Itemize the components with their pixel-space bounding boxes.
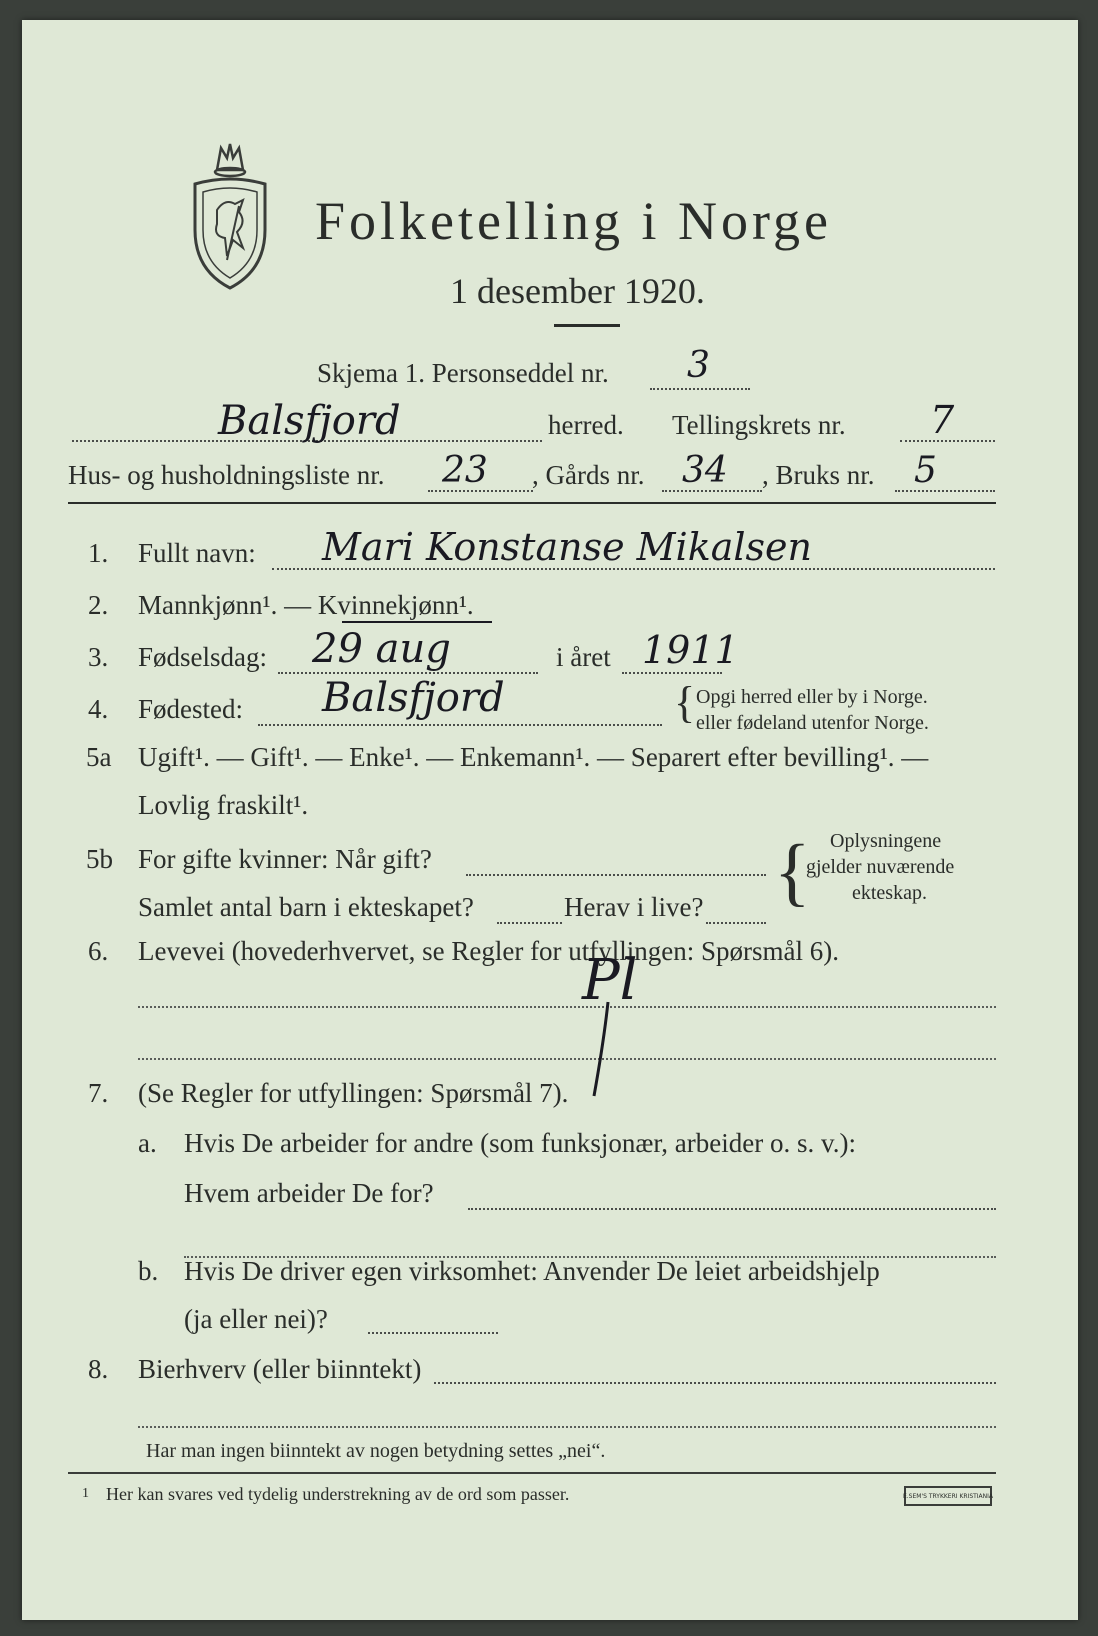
herred-value: Balsfjord [218, 398, 401, 444]
q5b-note-line3: ekteskap. [852, 882, 927, 904]
footer-divider [68, 1472, 996, 1474]
q8-answer-line2 [138, 1426, 996, 1428]
q7a-line2: Hvem arbeider De for? [184, 1178, 434, 1208]
q5a-line1: Ugift¹. — Gift¹. — Enke¹. — Enkemann¹. — Separert efter bevilling¹. — [138, 742, 929, 772]
printer-stamp [904, 1486, 992, 1506]
q4-note-line1: Opgi herred eller by i Norge. [696, 686, 928, 708]
q8-label: Bierhverv (eller biinntekt) [138, 1354, 422, 1384]
bruks-label: , Bruks nr. [762, 460, 875, 490]
q3-number: 3. [88, 642, 109, 672]
q4-note-line2: eller fødeland utenfor Norge. [696, 712, 929, 734]
q3-label: Fødselsdag: [138, 642, 268, 672]
q5b-children-field [497, 922, 562, 924]
q2-underline-kvinnekjonn [342, 621, 492, 623]
q7a-letter: a. [138, 1128, 157, 1158]
q3-year-label: i året [556, 642, 611, 672]
form-date: 1 desember 1920. [450, 271, 705, 311]
q6-number: 6. [88, 936, 109, 966]
q5b-note-line2: gjelder nuværende [806, 856, 955, 878]
census-form [22, 20, 1078, 1620]
skjema-field [650, 388, 750, 390]
tellingskrets-value: 7 [930, 398, 955, 442]
q1-number: 1. [88, 538, 109, 568]
q6-label: Levevei (hovederhvervet, se Regler for utfyllingen: Spørsmål 6). [138, 936, 840, 966]
q7b-letter: b. [138, 1256, 159, 1286]
q7a-field [468, 1208, 996, 1210]
q4-note-brace: { [674, 678, 696, 727]
skjema-value: 3 [687, 345, 710, 386]
q5b-note-line1: Oplysningene [830, 830, 942, 852]
q7b-line2: (ja eller nei)? [184, 1304, 328, 1334]
q4-label: Fødested: [138, 694, 243, 724]
skjema-label: Skjema 1. Personseddel nr. [317, 358, 609, 388]
q5a-number: 5a [86, 742, 112, 772]
q5b-number: 5b [86, 844, 113, 874]
handwritten-stroke-icon [578, 1000, 618, 1100]
bruks-value: 5 [914, 450, 937, 491]
q4-number: 4. [88, 694, 109, 724]
q5b-line2-children: Samlet antal barn i ekteskapet? [138, 892, 474, 922]
q7-label: (Se Regler for utfyllingen: Spørsmål 7). [138, 1078, 569, 1108]
q5b-line2-alive: Herav i live? [564, 892, 704, 922]
q3-year-value: 1911 [642, 628, 739, 672]
q7b-line1: Hvis De driver egen virksomhet: Anvender De leiet arbeidshjelp [184, 1256, 880, 1286]
q8-field [434, 1382, 996, 1384]
q7b-field [368, 1332, 498, 1334]
q3-value: 29 aug [312, 626, 451, 672]
q4-field [258, 724, 662, 726]
printer-stamp-text: E.SEM'S TRYKKERI KRISTIANIA [902, 1492, 994, 1500]
q2-number: 2. [88, 590, 109, 620]
footnote-text: Her kan svares ved tydelig understrekning av de ord som passer. [106, 1484, 570, 1504]
bruks-field [895, 490, 995, 492]
q7-number: 7. [88, 1078, 109, 1108]
herred-label: herred. [548, 410, 624, 440]
q2-label: Mannkjønn¹. — Kvinnekjønn¹. [138, 590, 474, 620]
norway-coat-of-arms-icon [187, 140, 273, 292]
q5b-when-field [466, 874, 766, 876]
header-divider [68, 502, 996, 504]
gards-label: , Gårds nr. [532, 460, 645, 490]
gards-value: 34 [682, 450, 728, 491]
q1-label: Fullt navn: [138, 538, 256, 568]
hus-value: 23 [442, 450, 488, 491]
q6-answer-line1 [138, 1006, 996, 1008]
q8-number: 8. [88, 1354, 109, 1384]
footnote-mark: 1 [82, 1486, 89, 1501]
q1-value: Mari Konstanse Mikalsen [322, 525, 813, 569]
q8-note: Har man ingen biinntekt av nogen betydning settes „nei“. [146, 1440, 606, 1462]
q5b-alive-field [706, 922, 766, 924]
q4-value: Balsfjord [322, 675, 505, 721]
form-title: Folketelling i Norge [315, 191, 832, 251]
q5b-note-brace: { [774, 830, 811, 914]
q3-year-field [622, 672, 722, 674]
q6-value: Pl [582, 948, 638, 1013]
hus-label: Hus- og husholdningsliste nr. [68, 460, 385, 490]
tellingskrets-label: Tellingskrets nr. [672, 410, 846, 440]
q6-answer-line2 [138, 1058, 996, 1060]
q7a-line1: Hvis De arbeider for andre (som funksjonær, arbeider o. s. v.): [184, 1128, 856, 1158]
q3-field [278, 672, 538, 674]
title-divider [554, 324, 620, 327]
q5b-line1: For gifte kvinner: Når gift? [138, 844, 432, 874]
q5a-line2: Lovlig fraskilt¹. [138, 790, 309, 820]
